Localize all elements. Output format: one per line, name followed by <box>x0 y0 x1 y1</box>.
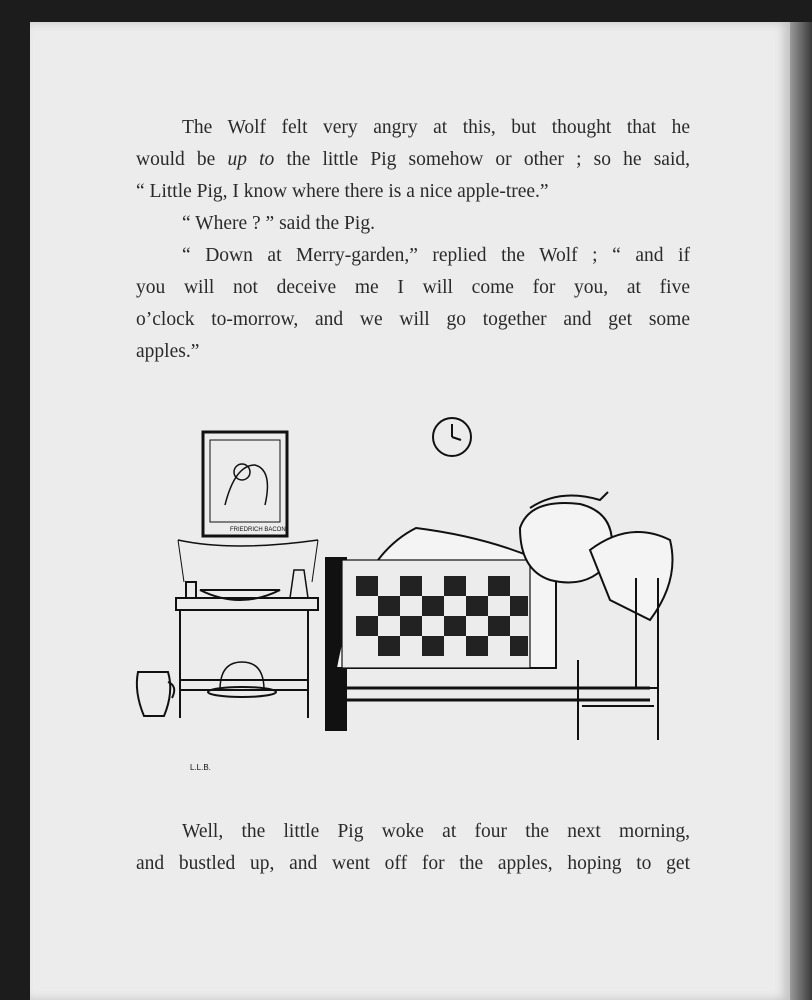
text-line <box>136 144 690 176</box>
framed-picture <box>203 432 287 536</box>
jug <box>137 672 174 716</box>
quilt <box>342 560 530 668</box>
illustrator-signature: L.L.B. <box>190 763 211 772</box>
text-line: o’clock to-morrow, and we will go together and get some <box>136 309 690 330</box>
italic-phrase: up to <box>227 149 275 170</box>
paragraph-merry-garden <box>136 240 690 368</box>
pig-in-bed-illustration <box>130 410 690 780</box>
text-line: The Wolf felt very angry at this, but thought that he <box>182 117 690 138</box>
picture-caption: FRIEDRICH BACON <box>230 527 286 533</box>
paragraph-where <box>136 208 690 240</box>
text-fragment: would be <box>136 149 228 170</box>
text-line: Well, the little Pig woke at four the next morning, <box>182 821 690 842</box>
text-line: “ Where ? ” said the Pig. <box>182 213 375 234</box>
text-line: apples.” <box>136 341 200 362</box>
paragraph-next-morning <box>136 816 690 880</box>
text-fragment: the little Pig somehow or other ; so he said, <box>274 149 690 170</box>
book-spine <box>790 22 812 1000</box>
text-line: “ Down at Merry-garden,” replied the Wolf ; “ and if <box>182 245 690 266</box>
text-line: and bustled up, and went off for the apples, hoping to get <box>136 853 690 874</box>
text-line: you will not deceive me I will come for you, at five <box>136 277 690 298</box>
washstand <box>176 540 318 718</box>
clock-icon <box>433 418 471 456</box>
text-line: “ Little Pig, I know where there is a nice apple-tree.” <box>136 181 549 202</box>
line-drawing <box>130 410 690 780</box>
paragraph-wolf-angry <box>136 112 690 208</box>
